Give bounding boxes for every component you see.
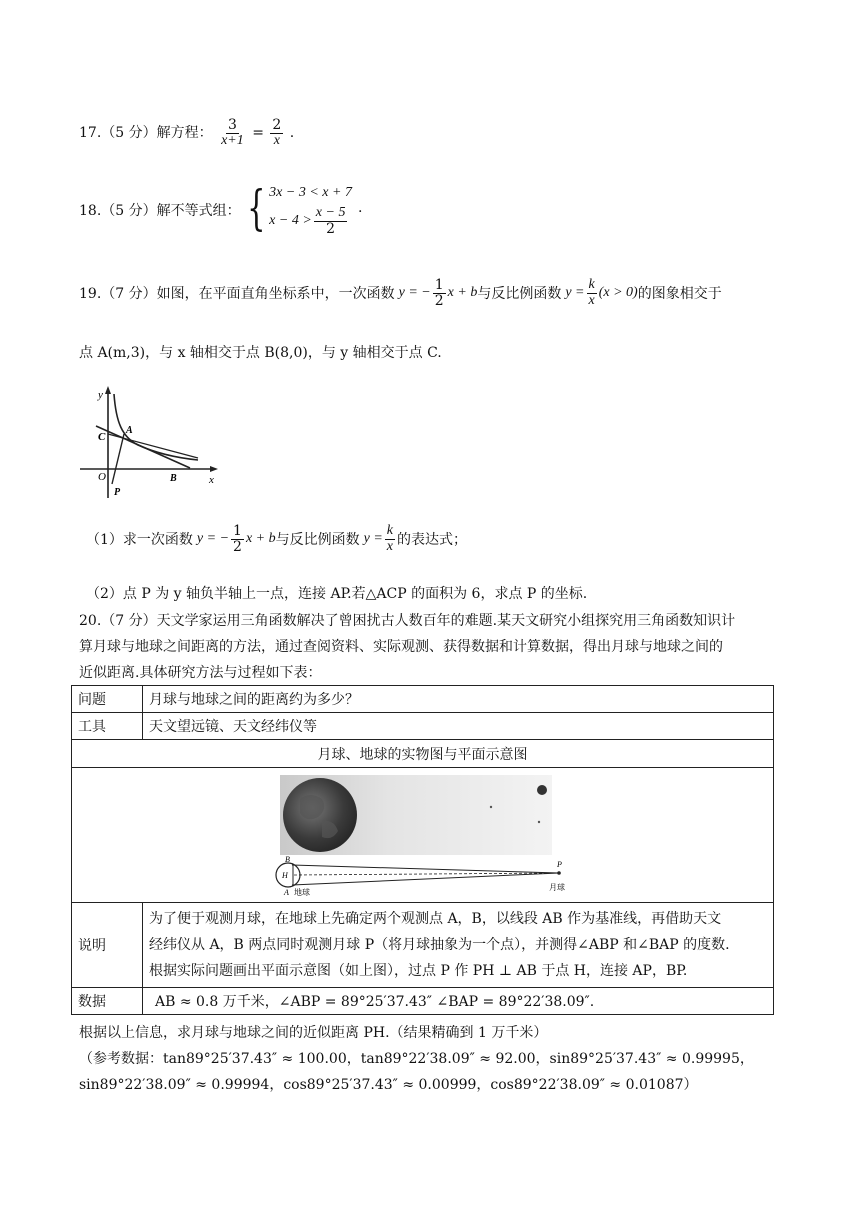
row-tools-key: 工具 [72, 713, 143, 740]
label-P: P [557, 859, 562, 869]
point-P [557, 871, 561, 875]
explain-line-1: 为了便于观测月球，在地球上先确定两个观测点 A，B，以线段 AB 作为基准线，再借助天文 [149, 911, 722, 927]
q19-f1-den: 2 [434, 292, 444, 309]
q17-eq: = [252, 125, 264, 142]
table-row [72, 903, 774, 988]
label-A: A [284, 887, 289, 897]
q19-f1-right: x + b [447, 285, 478, 301]
q20-after1: 根据以上信息，求月球与地球之间的近似距离 PH.（结果精确到 1 万千米） [79, 1025, 548, 1041]
table-row [72, 740, 774, 768]
q19-f1-fraction [433, 278, 446, 308]
q19-f1-left: y = − [398, 285, 431, 301]
x-axis-arrow [210, 466, 218, 472]
question-17 [79, 118, 294, 148]
q19-sub2: （2）点 P 为 y 轴负半轴上一点，连接 AP.若△ACP 的面积为 6，求点 P 的坐标. [86, 586, 588, 602]
q19-sub1-f1-num: 1 [233, 523, 242, 539]
explain-line-2: 经纬仪从 A，B 两点同时观测月球 P（将月球抽象为一个点），并测得∠ABP 和∠BAP 的度数. [149, 937, 730, 953]
q19-f2-left: y = [565, 285, 585, 301]
q19-sub1-f2-fraction [385, 524, 395, 554]
q20-para1: 20.（7 分）天文学家运用三角函数解决了曾困扰古人数百年的难题.某天文研究小组探究用三角函数知识计 [79, 613, 736, 629]
label-C: C [98, 431, 106, 443]
label-B: B [285, 854, 290, 864]
q19-sub1-f2-den: x [386, 538, 394, 554]
q19-f2-right: (x > 0) [598, 285, 638, 301]
q18-line2-fraction [314, 206, 348, 236]
earth-moon-diagram [72, 769, 772, 902]
q17-lhs-fraction [219, 118, 246, 148]
label-A: A [126, 425, 133, 436]
q20-ref1: （参考数据：tan89°25′37.43″ ≈ 100.00，tan89°22′38.09″ ≈ 92.00，sin89°25′37.43″ ≈ 0.99995， [79, 1051, 754, 1067]
q19-f1-num: 1 [434, 277, 444, 293]
q19-sub1-f1-fraction [231, 524, 244, 554]
moon-photo [537, 785, 547, 795]
q18-line2-num: x − 5 [315, 205, 346, 220]
segment-AP [112, 434, 124, 484]
question-19-line1 [79, 278, 722, 308]
q18-line1: 3x − 3 < x + 7 [269, 185, 352, 200]
label-earth: 地球 [294, 887, 310, 897]
q17-label: 17.（5 分）解方程： [79, 125, 213, 142]
q19-f2-fraction [587, 278, 597, 308]
row-explain-value [143, 903, 774, 988]
q17-rhs-den: x [273, 132, 280, 148]
q20-para3: 近似距离.具体研究方法与过程如下表： [79, 665, 322, 681]
row-figure-title: 月球、地球的实物图与平面示意图 [72, 740, 774, 768]
q17-rhs-num: 2 [272, 117, 282, 133]
q19-line2: 点 A(m,3)，与 x 轴相交于点 B(8,0)，与 y 轴相交于点 C. [79, 345, 442, 361]
q19-f2-num: k [588, 277, 595, 292]
row-question-value: 月球与地球之间的距离约为多少？ [143, 686, 774, 713]
q19-coordinate-figure [78, 382, 223, 500]
table-row [72, 768, 774, 903]
q19-label: 19.（7 分）如图，在平面直角坐标系中，一次函数 [79, 286, 395, 303]
row-question-key: 问题 [72, 686, 143, 713]
q19-sub1 [86, 524, 467, 554]
explain-line-3: 根据实际问题画出平面示意图（如上图），过点 P 作 PH ⊥ AB 于点 H，连接 AP，BP. [149, 963, 688, 979]
q18-line2 [269, 206, 352, 236]
label-moon: 月球 [549, 882, 565, 892]
y-axis-arrow [105, 386, 111, 394]
q19-sub1-a: （1）求一次函数 [86, 532, 193, 549]
segment-AP [292, 873, 559, 885]
question-18 [79, 180, 362, 236]
q18-end: . [357, 200, 363, 217]
row-data-key: 数据 [72, 988, 143, 1015]
q19-sub1-f1-right: x + b [245, 531, 276, 547]
row-explain-key: 说明 [72, 903, 143, 988]
q19-f2-den: x [588, 292, 595, 308]
q19-tail: 的图象相交于 [637, 286, 722, 303]
row-tools-value: 天文望远镜、天文经纬仪等 [143, 713, 774, 740]
table-row [72, 686, 774, 713]
q19-mid: 与反比例函数 [477, 286, 562, 303]
q17-rhs-fraction [270, 118, 283, 148]
label-y: y [98, 389, 103, 401]
row-data-value: AB ≈ 0.8 万千米，∠ABP = 89°25′37.43″ ∠BAP = 89°22′38.09″. [143, 988, 774, 1015]
label-x: x [209, 474, 214, 486]
q17-end: . [289, 125, 295, 142]
label-P: P [114, 487, 121, 498]
label-B: B [170, 473, 177, 484]
q18-system [269, 180, 352, 236]
q17-lhs-den: x+1 [221, 132, 244, 148]
q18-label: 18.（5 分）解不等式组： [79, 203, 241, 220]
q19-sub1-c: 的表达式； [397, 532, 468, 549]
q20-research-table [71, 685, 774, 1015]
table-row [72, 988, 774, 1015]
q20-ref2: sin89°22′38.09″ ≈ 0.99994，cos89°25′37.43″ ≈ 0.00999，cos89°22′38.09″ ≈ 0.01087） [79, 1077, 698, 1093]
star-dot [490, 805, 492, 807]
q18-line2-den: 2 [326, 220, 336, 237]
row-figure-cell [72, 768, 774, 903]
q19-sub1-f1-den: 2 [233, 538, 242, 555]
q19-sub1-f2-left: y = [363, 531, 383, 547]
q20-para2: 算月球与地球之间距离的方法，通过查阅资料、实际观测、获得数据和计算数据，得出月球与地球之间的 [79, 639, 723, 655]
q19-sub1-f2-num: k [386, 523, 394, 538]
q19-sub1-b: 与反比例函数 [275, 532, 360, 549]
q17-lhs-num: 3 [227, 117, 237, 133]
star-dot [538, 820, 540, 822]
table-row [72, 713, 774, 740]
q19-sub1-f1-left: y = − [196, 531, 230, 547]
q18-brace: { [246, 180, 266, 237]
q18-line2-left: x − 4 > [269, 213, 312, 229]
segment-BP [292, 865, 559, 873]
linear-function-line [96, 426, 190, 468]
label-H: H [282, 870, 288, 880]
label-O: O [98, 471, 106, 483]
